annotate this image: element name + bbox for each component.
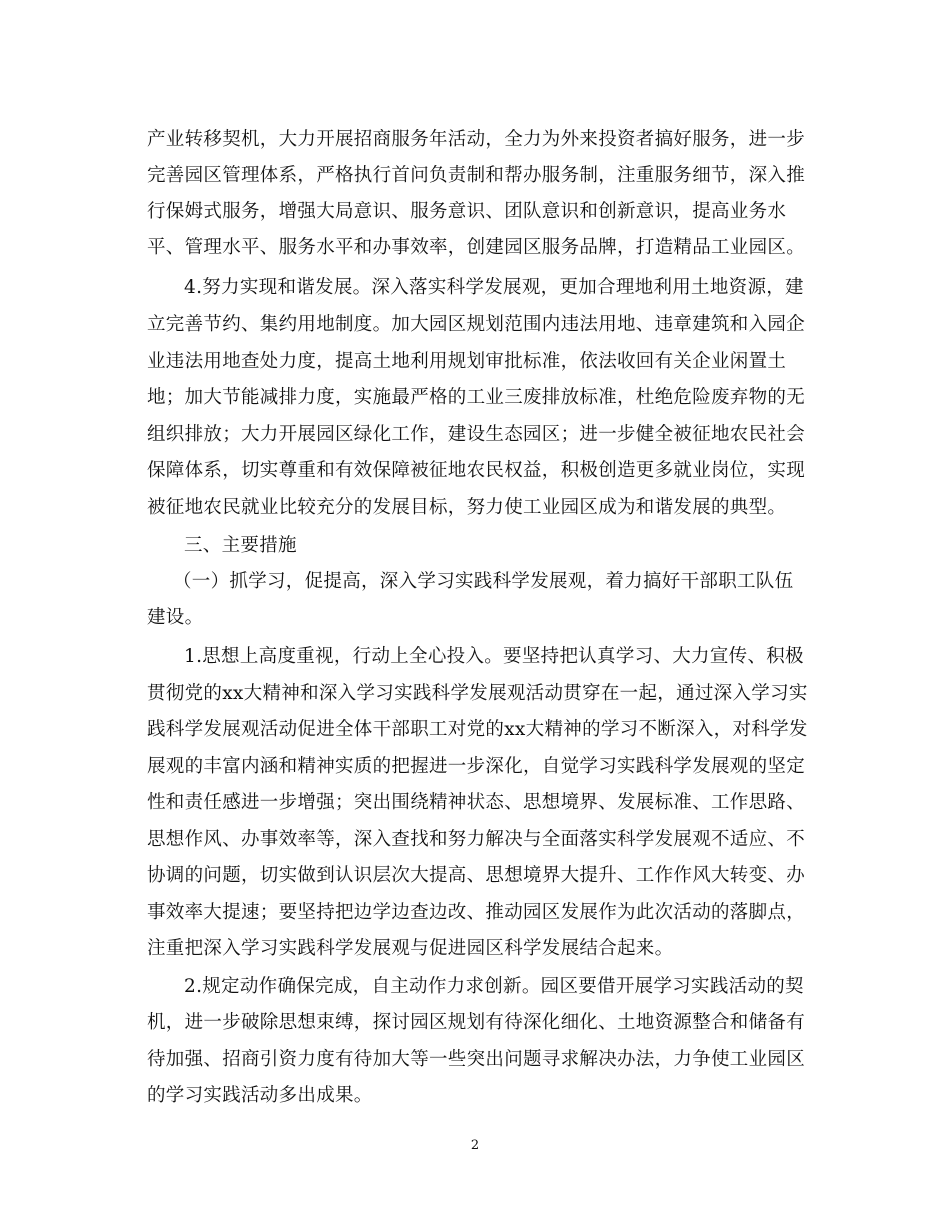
body-line: 保障体系，切实尊重和有效保障被征地农民权益，积极创造更多就业岗位，实现 [147,460,806,481]
body-line: 业违法用地查处力度，提高土地利用规划审批标准，依法收回有关企业闲置土 [147,351,787,372]
section-heading: 三、主要措施 [184,535,297,556]
body-line: 的学习实践活动多出成果。 [147,1085,373,1106]
body-line: 事效率大提速；要坚持把边学边查边改、推动园区发展作为此次活动的落脚点， [147,902,806,923]
body-line: 待加强、招商引资力度有待加大等一些突出问题寻求解决办法，力争使工业园区 [147,1049,806,1070]
body-line: 平、管理水平、服务水平和办事效率，创建园区服务品牌，打造精品工业园区。 [147,237,806,258]
body-line: 机，进一步破除思想束缚，探讨园区规划有待深化细化、土地资源整合和储备有 [147,1012,806,1033]
body-line: 践科学发展观活动促进全体干部职工对党的xx大精神的学习不断深入，对科学发 [147,719,808,740]
body-line: 2.规定动作确保完成，自主动作力求创新。园区要借开展学习实践活动的契 [184,976,804,997]
page-number: 2 [470,1138,480,1153]
body-line: 地；加大节能减排力度，实施最严格的工业三废排放标准，杜绝危险废弃物的无 [147,387,806,408]
body-line: 性和责任感进一步增强；突出围绕精神状态、思想境界、发展标准、工作思路、 [147,792,806,813]
body-line: 产业转移契机，大力开展招商服务年活动，全力为外来投资者搞好服务，进一步 [147,129,806,150]
body-line: 1.思想上高度重视，行动上全心投入。要坚持把认真学习、大力宣传、积极 [184,646,804,667]
body-line: 4.努力实现和谐发展。深入落实科学发展观，更加合理地利用土地资源，建 [184,277,804,298]
body-line: 立完善节约、集约用地制度。加大园区规划范围内违法用地、违章建筑和入园企 [147,314,806,335]
body-line: 完善园区管理体系，严格执行首问负责制和帮办服务制，注重服务细节，深入推 [147,165,806,186]
body-line: 协调的问题，切实做到认识层次大提高、思想境界大提升、工作作风大转变、办 [147,865,806,886]
subsection-heading: 建设。 [147,607,204,628]
body-line: 被征地农民就业比较充分的发展目标，努力使工业园区成为和谐发展的典型。 [147,497,787,518]
body-line: 组织排放；大力开展园区绿化工作，建设生态园区；进一步健全被征地农民社会 [147,424,806,445]
body-line: 展观的丰富内涵和精神实质的把握进一步深化，自觉学习实践科学发展观的坚定 [147,756,806,777]
body-line: 注重把深入学习实践科学发展观与促进园区科学发展结合起来。 [147,938,674,959]
body-line: 贯彻党的xx大精神和深入学习实践科学发展观活动贯穿在一起，通过深入学习实 [147,683,808,704]
body-line: 行保姆式服务，增强大局意识、服务意识、团队意识和创新意识，提高业务水 [147,201,787,222]
body-line: 思想作风、办事效率等，深入查找和努力解决与全面落实科学发展观不适应、不 [147,829,806,850]
subsection-heading: （一）抓学习，促提高，深入学习实践科学发展观，着力搞好干部职工队伍 [173,571,794,592]
